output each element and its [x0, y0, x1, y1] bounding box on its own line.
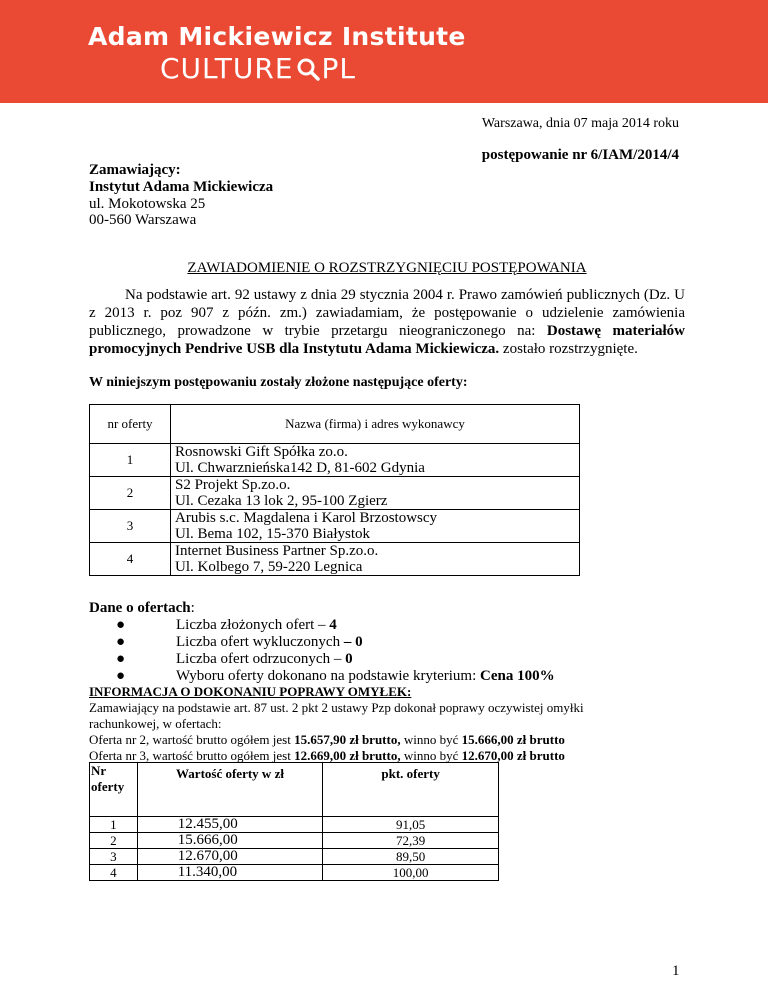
date-line: Warszawa, dnia 07 maja 2014 roku	[481, 116, 679, 131]
client-street: ul. Mokotowska 25	[89, 196, 206, 212]
list-item: ● Liczba ofert odrzuconych – 0	[116, 651, 353, 667]
col-offer-number: nr oferty	[90, 405, 171, 444]
pl-logo-text: PL	[321, 52, 357, 85]
table-row: 3 12.670,00 89,50	[90, 849, 499, 865]
header-banner	[0, 0, 768, 103]
scores-table-header	[90, 763, 499, 817]
contractor-cell	[171, 444, 580, 477]
list-item: ● Liczba złożonych ofert – 4	[116, 617, 337, 633]
table-row: 4 11.340,00 100,00	[90, 865, 499, 881]
contractor-address: Ul. Kolbego 7, 59-220 Legnica	[175, 559, 363, 575]
scores-table	[89, 762, 499, 881]
contractor-name: Rosnowski Gift Spółka zo.o.	[175, 444, 348, 460]
corrections-heading: INFORMACJA O DOKONANIU POPRAWY OMYŁEK:	[89, 684, 412, 699]
offers-data-heading: Dane o ofertach:	[89, 600, 195, 616]
corrections-line-2: rachunkowej, w ofertach:	[89, 716, 222, 731]
culture-logo-text: CULTURE	[160, 52, 294, 85]
bullet-icon: ●	[116, 617, 126, 633]
offers-intro: W niniejszym postępowaniu zostały złożone następujące oferty:	[89, 375, 468, 390]
list-item: ● Liczba ofert wykluczonych – 0	[116, 634, 363, 650]
case-number: postępowanie nr 6/IAM/2014/4	[481, 147, 679, 163]
offers-table-header	[90, 405, 580, 444]
offer-number: 2	[90, 477, 171, 510]
contractor-address: Ul. Chwarznieńska142 D, 81-602 Gdynia	[175, 460, 425, 476]
magnifier-icon	[295, 56, 321, 82]
corrections-line-1: Zamawiający na podstawie art. 87 ust. 2 pkt 2 ustawy Pzp dokonał poprawy oczywistej omyłki	[89, 700, 584, 715]
client-city: 00-560 Warszawa	[89, 212, 197, 228]
table-row	[90, 477, 580, 510]
table-row	[90, 543, 580, 576]
institute-logo-text: Adam Mickiewicz Institute	[88, 22, 466, 51]
contractor-address: Ul. Bema 102, 15-370 Białystok	[175, 526, 370, 542]
bullet-icon: ●	[116, 634, 126, 650]
offers-table	[89, 404, 580, 576]
contractor-cell	[171, 543, 580, 576]
bullet-icon: ●	[116, 651, 126, 667]
intro-subject: Dostawę materiałów promocyjnych Pendrive USB dla Instytutu Adama Mickiewicza.	[89, 323, 685, 357]
col-points: pkt. oferty	[323, 763, 499, 817]
correction-offer-3: Oferta nr 3, wartość brutto ogółem jest 12.669,00 zł brutto, winno być 12.670,00 zł brutto	[89, 748, 565, 763]
offer-number: 1	[90, 444, 171, 477]
table-row	[90, 510, 580, 543]
contractor-cell	[171, 510, 580, 543]
table-row: 2 15.666,00 72,39	[90, 833, 499, 849]
offer-number: 4	[90, 543, 171, 576]
contractor-name: Internet Business Partner Sp.zo.o.	[175, 543, 379, 559]
page-number: 1	[672, 963, 680, 979]
table-row	[90, 444, 580, 477]
contractor-address: Ul. Cezaka 13 lok 2, 95-100 Zgierz	[175, 493, 388, 509]
col-contractor: Nazwa (firma) i adres wykonawcy	[171, 405, 580, 444]
contractor-cell	[171, 477, 580, 510]
client-label: Zamawiający:	[89, 162, 181, 178]
intro-text-1: Na podstawie art. 92 ustawy z dnia 29 stycznia 2004 r. Prawo zamówień publicznych (Dz. U z 2013 r. poz 907 z późn. zm.) zawiadamiam, że postępowanie o udzielenie zamówienia publicznego, prowadzone w trybie przetargu nieograniczonego na:	[89, 287, 685, 339]
culture-pl-logo	[160, 52, 356, 85]
col-value: Wartość oferty w zł	[137, 763, 323, 817]
intro-text-2: zostało rozstrzygnięte.	[499, 341, 638, 357]
contractor-name: Arubis s.c. Magdalena i Karol Brzostowscy	[175, 510, 438, 526]
offers-data-label: Dane o ofertach	[89, 600, 191, 616]
correction-offer-2: Oferta nr 2, wartość brutto ogółem jest 15.657,90 zł brutto, winno być 15.666,00 zł brutto	[89, 732, 565, 747]
intro-paragraph	[89, 286, 685, 358]
offer-number: 3	[90, 510, 171, 543]
client-name: Instytut Adama Mickiewicza	[89, 179, 274, 195]
table-row: 1 12.455,00 91,05	[90, 817, 499, 833]
document-title: ZAWIADOMIENIE O ROZSTRZYGNIĘCIU POSTĘPOWANIA	[187, 260, 587, 276]
contractor-name: S2 Projekt Sp.zo.o.	[175, 477, 291, 493]
bullet-icon: ●	[116, 668, 126, 684]
list-item: ● Wyboru oferty dokonano na podstawie kryterium: Cena 100%	[116, 668, 555, 684]
col-nr: Nr oferty	[90, 763, 138, 817]
